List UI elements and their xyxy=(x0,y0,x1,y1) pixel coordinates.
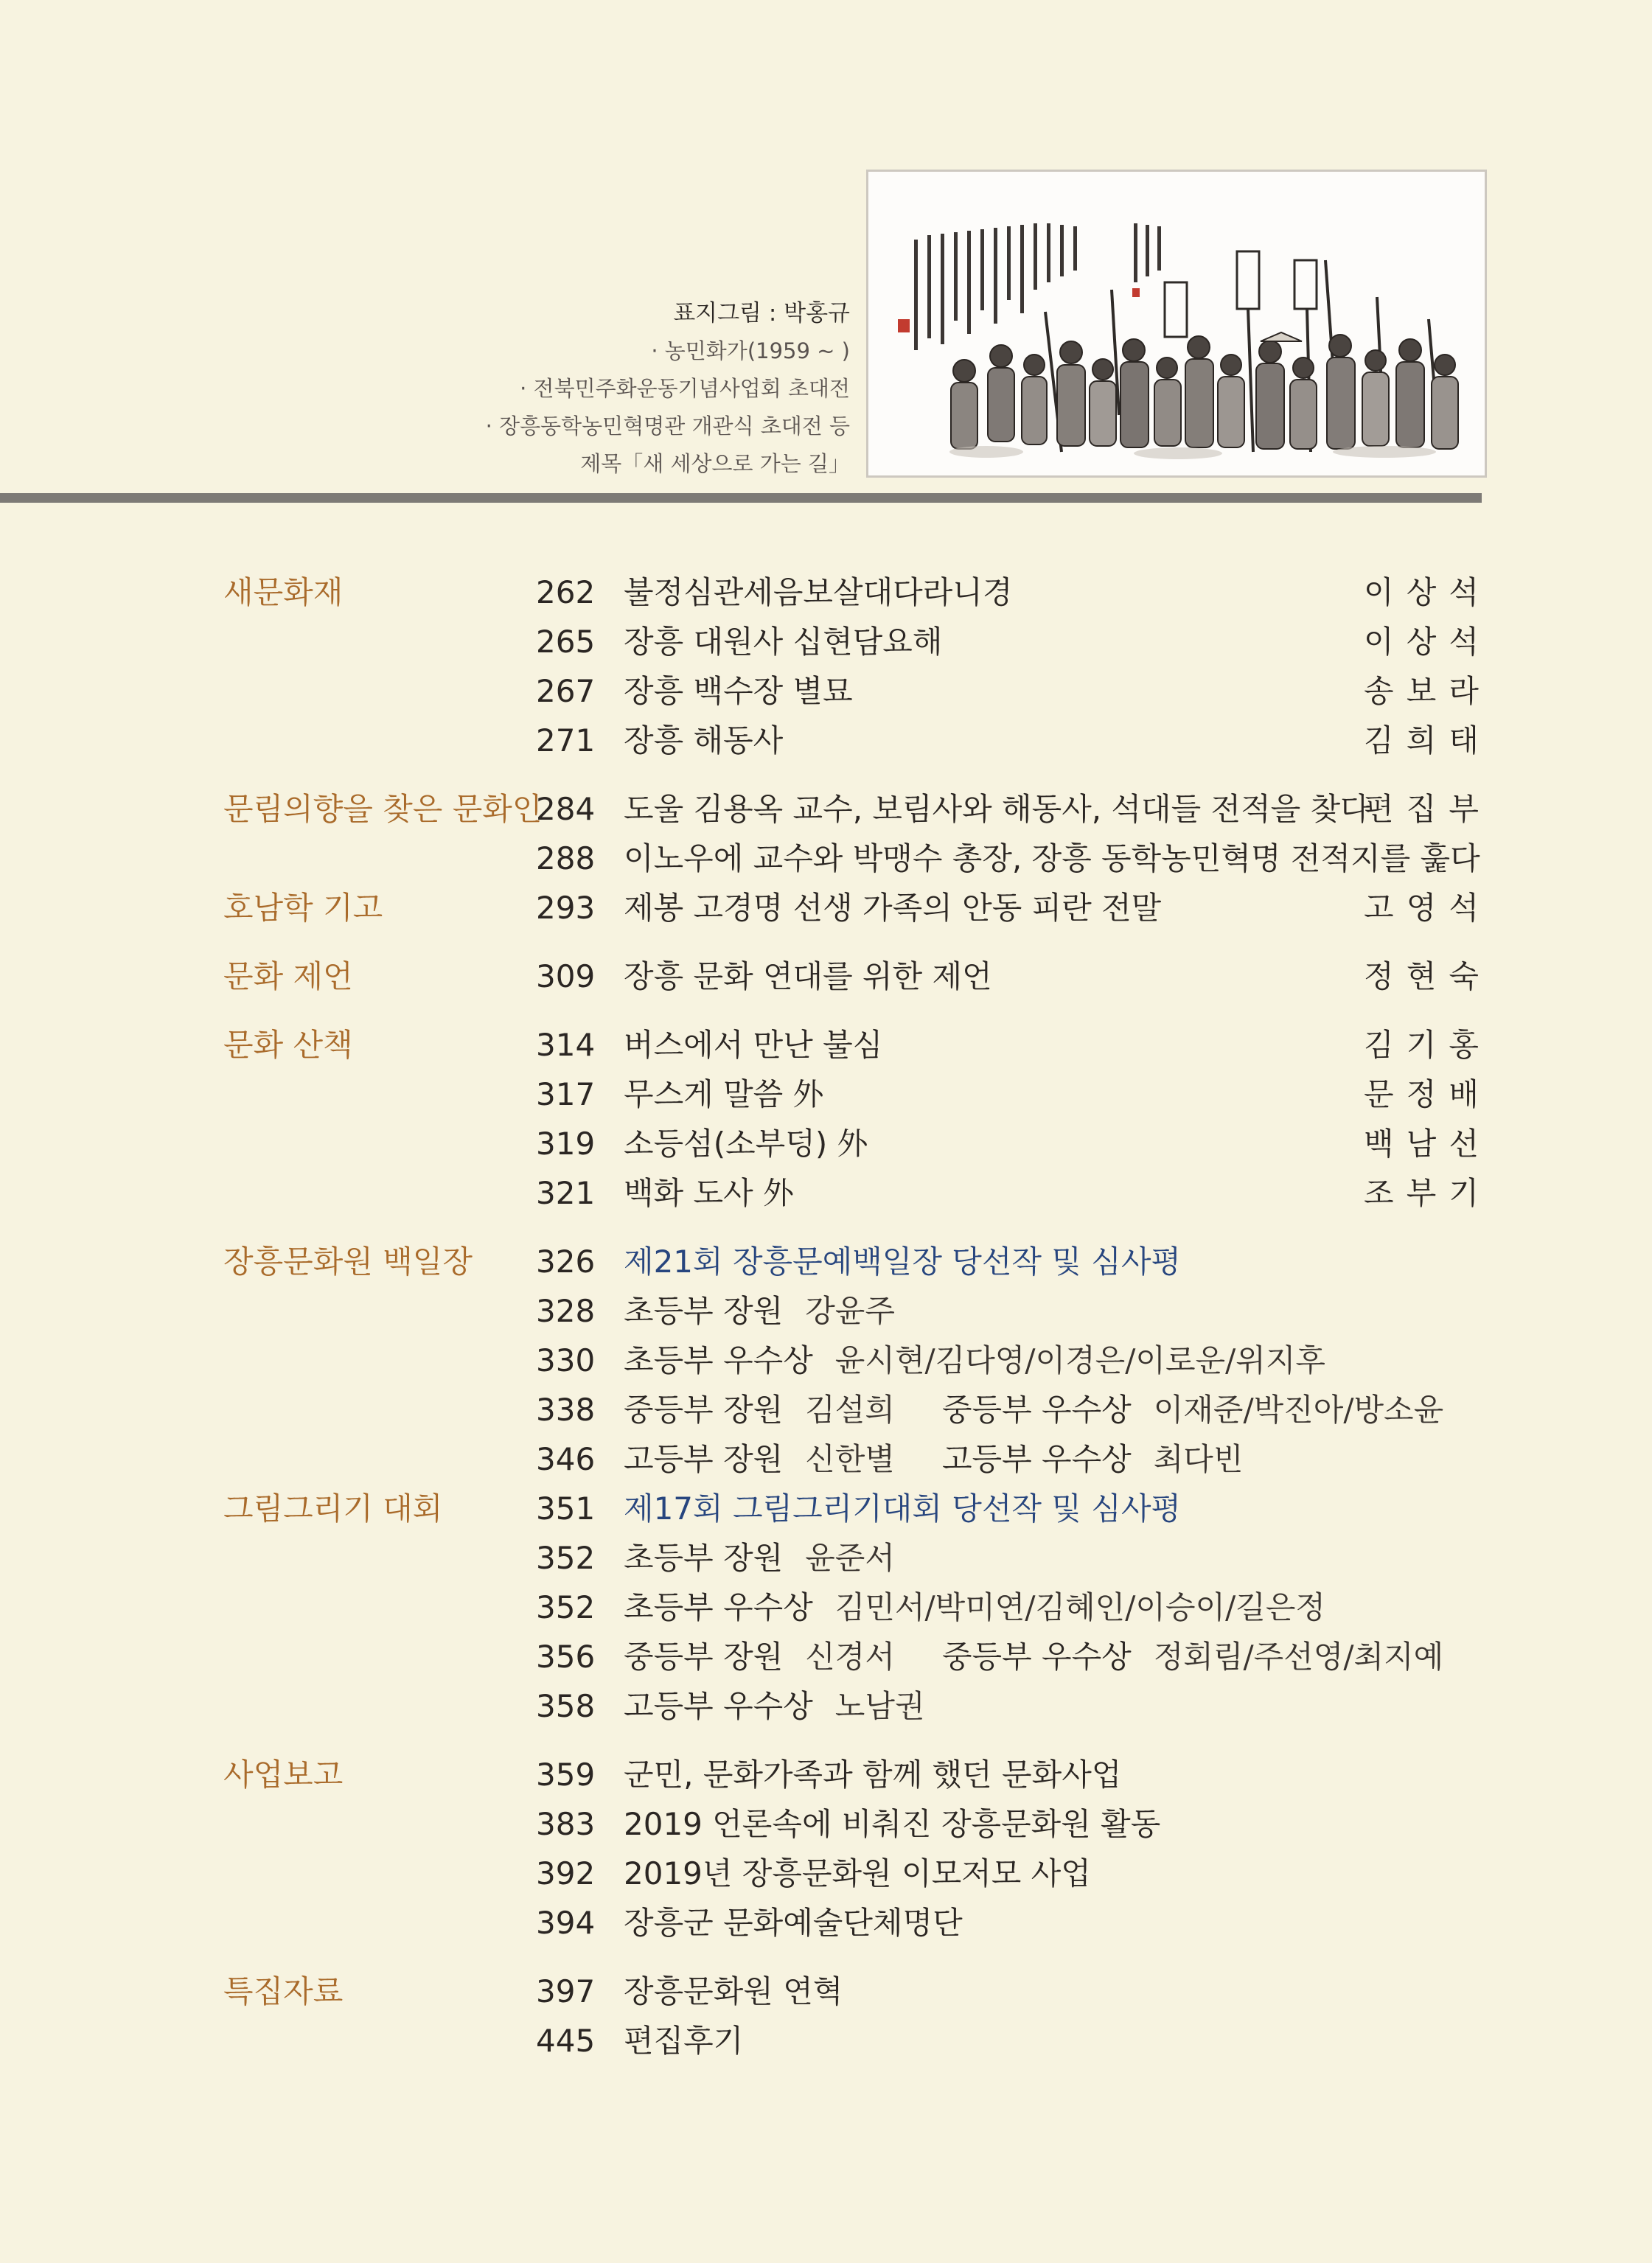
toc-section xyxy=(0,1484,1652,1731)
toc-title-text: 장흥 백수장 별묘 xyxy=(624,673,853,709)
toc-entry[interactable] xyxy=(0,1020,1652,1070)
table-of-contents xyxy=(0,568,1652,2065)
toc-title-text: 군민, 문화가족과 함께 했던 문화사업 xyxy=(624,1757,1122,1793)
toc-title xyxy=(624,1967,843,2016)
toc-title xyxy=(624,666,853,716)
toc-entry[interactable] xyxy=(0,2016,1652,2065)
toc-entry[interactable] xyxy=(0,952,1652,1001)
toc-category: 문림의향을 찾은 문화인 xyxy=(223,791,543,827)
toc-winner-names: 김설희 xyxy=(805,1392,895,1428)
toc-section xyxy=(0,784,1652,883)
toc-winner-names: 정회림/주선영/최지예 xyxy=(1153,1639,1444,1675)
toc-page-number: 338 xyxy=(536,1392,596,1428)
toc-author: 이 상 석 xyxy=(1364,624,1479,660)
toc-title xyxy=(624,1070,824,1119)
toc-entry[interactable] xyxy=(0,1286,1652,1336)
toc-title-text: 중등부 우수상 xyxy=(941,1639,1132,1675)
toc-category: 문화 제언 xyxy=(223,958,353,994)
toc-title-text: 초등부 장원 xyxy=(624,1293,784,1329)
toc-title-text: 고등부 우수상 xyxy=(941,1441,1132,1477)
cover-caption-line: · 전북민주화운동기념사업회 초대전 xyxy=(520,376,850,401)
toc-winner-names: 윤시현/김다영/이경은/이로운/위지후 xyxy=(834,1342,1325,1378)
toc-page-number: 352 xyxy=(536,1589,596,1625)
toc-page-number: 445 xyxy=(536,2023,596,2059)
toc-title xyxy=(624,1484,1181,1533)
toc-entry[interactable] xyxy=(0,1237,1652,1286)
toc-page-number: 358 xyxy=(536,1688,596,1724)
toc-entry[interactable] xyxy=(0,1681,1652,1731)
toc-title-text: 편집후기 xyxy=(624,2023,744,2059)
toc-title-text: 중등부 장원 xyxy=(624,1392,784,1428)
cover-caption xyxy=(486,295,850,483)
toc-entry[interactable] xyxy=(0,1385,1652,1434)
toc-entry[interactable] xyxy=(0,1434,1652,1484)
toc-title-text: 초등부 장원 xyxy=(624,1540,784,1576)
toc-title xyxy=(624,834,1480,883)
toc-page-number: 330 xyxy=(536,1342,596,1378)
toc-title-text: 제17회 그림그리기대회 당선작 및 심사평 xyxy=(624,1490,1181,1527)
toc-page-number: 317 xyxy=(536,1076,596,1112)
toc-author: 송 보 라 xyxy=(1364,673,1479,709)
toc-page-number: 267 xyxy=(536,673,596,709)
toc-title-text: 중등부 우수상 xyxy=(941,1392,1132,1428)
toc-title-text: 고등부 장원 xyxy=(624,1441,784,1477)
cover-caption-line: 제목「새 세상으로 가는 길」 xyxy=(580,451,850,476)
toc-section xyxy=(0,1237,1652,1484)
toc-title xyxy=(624,1681,925,1731)
toc-title-text: 2019 언론속에 비춰진 장흥문화원 활동 xyxy=(624,1806,1161,1842)
toc-title xyxy=(624,1385,1443,1434)
cover-caption-title: 표지그림 : 박홍규 xyxy=(673,300,850,327)
toc-title-text: 장흥 해동사 xyxy=(624,722,784,759)
toc-title xyxy=(624,568,1012,617)
toc-title-text: 초등부 우수상 xyxy=(624,1342,813,1378)
toc-title xyxy=(624,1336,1325,1385)
toc-section xyxy=(0,1020,1652,1218)
toc-title-text: 장흥문화원 연혁 xyxy=(624,1973,843,2009)
toc-category: 호남학 기고 xyxy=(223,890,383,926)
toc-page-number: 326 xyxy=(536,1244,596,1280)
toc-winner-names: 노남권 xyxy=(834,1688,925,1724)
toc-title xyxy=(624,784,1370,834)
toc-entry[interactable] xyxy=(0,1484,1652,1533)
toc-section xyxy=(0,568,1652,765)
cover-caption-line: · 농민화가(1959 ~ ) xyxy=(651,338,850,363)
toc-page-number: 352 xyxy=(536,1540,596,1576)
toc-title-text: 제봉 고경명 선생 가족의 안동 피란 전말 xyxy=(624,890,1162,926)
toc-page-number: 262 xyxy=(536,574,596,610)
toc-entry[interactable] xyxy=(0,1898,1652,1948)
toc-page-number: 284 xyxy=(536,791,596,827)
toc-winner-names: 이재준/박진아/방소윤 xyxy=(1153,1392,1444,1428)
toc-title xyxy=(624,716,783,765)
toc-category: 새문화재 xyxy=(223,574,344,610)
toc-page-number: 397 xyxy=(536,1973,596,2009)
toc-title-text: 고등부 우수상 xyxy=(624,1688,813,1724)
toc-section xyxy=(0,1750,1652,1948)
toc-title xyxy=(624,1434,1243,1484)
toc-author: 편 집 부 xyxy=(1364,791,1479,827)
toc-title xyxy=(624,952,992,1001)
toc-author: 백 남 선 xyxy=(1364,1126,1479,1162)
toc-title-text: 도울 김용옥 교수, 보림사와 해동사, 석대들 전적을 찾다 xyxy=(624,791,1370,827)
toc-author: 조 부 기 xyxy=(1364,1175,1479,1211)
toc-author: 정 현 숙 xyxy=(1364,958,1479,994)
toc-title xyxy=(624,1898,963,1948)
toc-page-number: 346 xyxy=(536,1441,596,1477)
peasant-march-painting xyxy=(868,172,1485,475)
toc-winner-names: 강윤주 xyxy=(805,1293,895,1329)
toc-entry[interactable] xyxy=(0,568,1652,617)
toc-title xyxy=(624,1799,1160,1849)
toc-title xyxy=(624,1168,794,1218)
toc-title-text: 초등부 우수상 xyxy=(624,1589,813,1625)
toc-author: 이 상 석 xyxy=(1364,574,1479,610)
toc-page-number: 271 xyxy=(536,722,596,759)
toc-entry[interactable] xyxy=(0,1849,1652,1898)
toc-category: 사업보고 xyxy=(223,1757,344,1793)
toc-entry[interactable] xyxy=(0,1799,1652,1849)
toc-page-number: 309 xyxy=(536,958,596,994)
toc-page-number: 394 xyxy=(536,1905,596,1941)
toc-section xyxy=(0,1967,1652,2065)
cover-illustration xyxy=(866,170,1487,478)
toc-section xyxy=(0,952,1652,1001)
toc-page-number: 383 xyxy=(536,1806,596,1842)
toc-title-text: 중등부 장원 xyxy=(624,1639,784,1675)
toc-title-text: 제21회 장흥문예백일장 당선작 및 심사평 xyxy=(624,1244,1181,1280)
toc-entry[interactable] xyxy=(0,1119,1652,1168)
toc-title xyxy=(624,1632,1443,1681)
toc-title xyxy=(624,1583,1325,1632)
toc-page-number: 288 xyxy=(536,840,596,876)
toc-title-text: 무스게 말씀 外 xyxy=(624,1076,824,1112)
toc-title xyxy=(624,1750,1121,1799)
toc-title-text: 백화 도사 外 xyxy=(624,1175,794,1211)
toc-entry[interactable] xyxy=(0,1336,1652,1385)
toc-entry[interactable] xyxy=(0,834,1652,883)
toc-title xyxy=(624,617,942,666)
toc-entry[interactable] xyxy=(0,784,1652,834)
toc-winner-names: 윤준서 xyxy=(805,1540,895,1576)
toc-winner-names: 신경서 xyxy=(805,1639,895,1675)
toc-title xyxy=(624,1119,868,1168)
toc-title xyxy=(624,1533,895,1583)
toc-winner-names: 신한별 xyxy=(805,1441,895,1477)
toc-title-text: 장흥 문화 연대를 위한 제언 xyxy=(624,958,992,994)
toc-author: 문 정 배 xyxy=(1364,1076,1479,1112)
toc-page-number: 314 xyxy=(536,1027,596,1063)
toc-title-text: 이노우에 교수와 박맹수 총장, 장흥 동학농민혁명 전적지를 훑다 xyxy=(624,840,1480,876)
toc-page-number: 328 xyxy=(536,1293,596,1329)
toc-entry[interactable] xyxy=(0,1967,1652,2016)
toc-title-text: 2019년 장흥문화원 이모저모 사업 xyxy=(624,1855,1091,1891)
toc-entry[interactable] xyxy=(0,666,1652,716)
toc-title xyxy=(624,883,1161,932)
toc-winner-names: 김민서/박미연/김혜인/이승이/길은정 xyxy=(834,1589,1325,1625)
toc-entry[interactable] xyxy=(0,1533,1652,1583)
toc-title xyxy=(624,1237,1181,1286)
cover-caption-line: · 장흥동학농민혁명관 개관식 초대전 등 xyxy=(485,414,850,439)
toc-section xyxy=(0,883,1652,932)
toc-title xyxy=(624,1020,882,1070)
toc-page-number: 392 xyxy=(536,1855,596,1891)
toc-category: 문화 산책 xyxy=(223,1027,353,1063)
toc-title xyxy=(624,1849,1091,1898)
toc-title-text: 불정심관세음보살대다라니경 xyxy=(624,574,1013,610)
toc-page-number: 265 xyxy=(536,624,596,660)
toc-entry[interactable] xyxy=(0,1168,1652,1218)
toc-entry[interactable] xyxy=(0,883,1652,932)
toc-title-text: 장흥군 문화예술단체명단 xyxy=(624,1905,963,1941)
toc-title-text: 장흥 대원사 십현담요해 xyxy=(624,624,943,660)
toc-entry[interactable] xyxy=(0,716,1652,765)
toc-page-number: 321 xyxy=(536,1175,596,1211)
toc-author: 고 영 석 xyxy=(1364,890,1479,926)
toc-title xyxy=(624,2016,743,2065)
toc-category: 특집자료 xyxy=(223,1973,344,2009)
toc-entry[interactable] xyxy=(0,1750,1652,1799)
toc-page-number: 351 xyxy=(536,1490,596,1527)
toc-entry[interactable] xyxy=(0,1070,1652,1119)
toc-entry[interactable] xyxy=(0,1632,1652,1681)
toc-category: 그림그리기 대회 xyxy=(223,1490,443,1527)
toc-winner-names: 최다빈 xyxy=(1153,1441,1244,1477)
toc-title-text: 버스에서 만난 불심 xyxy=(624,1027,883,1063)
toc-title xyxy=(624,1286,895,1336)
toc-page-number: 319 xyxy=(536,1126,596,1162)
toc-entry[interactable] xyxy=(0,1583,1652,1632)
toc-page-number: 356 xyxy=(536,1639,596,1675)
toc-author: 김 기 홍 xyxy=(1364,1027,1479,1063)
toc-entry[interactable] xyxy=(0,617,1652,666)
toc-category: 장흥문화원 백일장 xyxy=(223,1244,473,1280)
toc-title-text: 소등섬(소부덩) 外 xyxy=(624,1126,868,1162)
toc-page-number: 359 xyxy=(536,1757,596,1793)
toc-page-number: 293 xyxy=(536,890,596,926)
header-divider xyxy=(0,493,1482,503)
toc-author: 김 희 태 xyxy=(1364,722,1479,759)
